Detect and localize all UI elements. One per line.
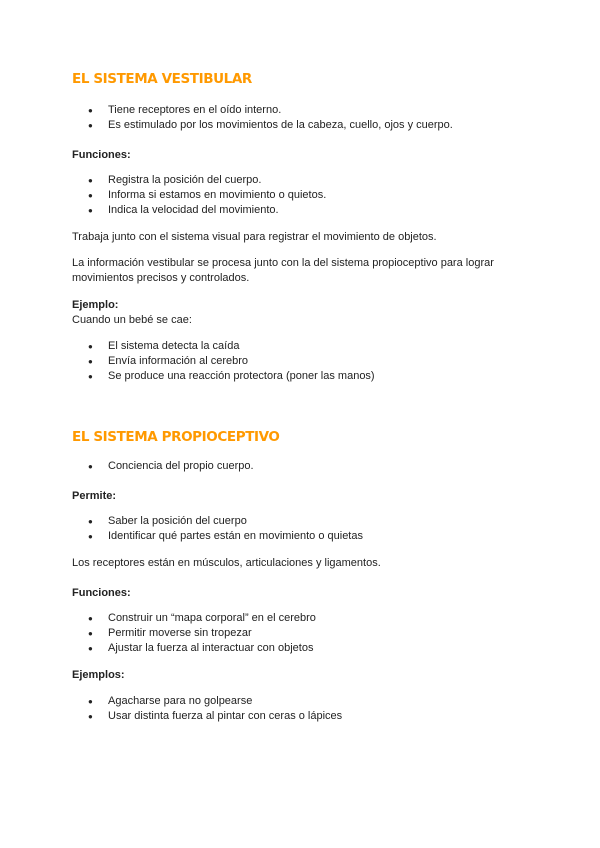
list-item: ● Se produce una reacción protectora (poner las manos) [72, 369, 375, 384]
list-item: ● Informa si estamos en movimiento o quietos. [72, 188, 326, 203]
ejemplo-label: Ejemplo: [72, 299, 119, 311]
section-title-vestibular: EL SISTEMA VESTIBULAR [72, 71, 252, 87]
list-item: ● Saber la posición del cuerpo [72, 514, 363, 529]
paragraph: Trabaja junto con el sistema visual para registrar el movimiento de objetos. [72, 231, 437, 243]
ejemplo-intro: Cuando un bebé se cae: [72, 314, 192, 326]
list-item: ● Construir un “mapa corporal” en el cerebro [72, 611, 316, 626]
funciones-label: Funciones: [72, 149, 131, 161]
list-item: ● Usar distinta fuerza al pintar con ceras o lápices [72, 709, 342, 724]
vestibular-funciones-list [72, 173, 326, 218]
propioceptivo-bullets [72, 459, 254, 474]
ejemplos-label: Ejemplos: [72, 669, 125, 681]
list-item: ● Indica la velocidad del movimiento. [72, 203, 326, 218]
paragraph: movimientos precisos y controlados. [72, 272, 250, 284]
permite-label: Permite: [72, 490, 117, 502]
paragraph: Los receptores están en músculos, articulaciones y ligamentos. [72, 557, 381, 569]
section-title-propioceptivo: EL SISTEMA PROPIOCEPTIVO [72, 429, 280, 445]
list-item: ● Identificar qué partes están en movimiento o quietas [72, 529, 363, 544]
list-item: ● Conciencia del propio cuerpo. [72, 459, 254, 474]
list-item: ● Permitir moverse sin tropezar [72, 626, 316, 641]
funciones-label: Funciones: [72, 587, 131, 599]
list-item: ● Agacharse para no golpearse [72, 694, 342, 709]
list-item: ● Es estimulado por los movimientos de la cabeza, cuello, ojos y cuerpo. [72, 118, 453, 133]
propioceptivo-ejemplos-list [72, 694, 342, 724]
list-item: ● Registra la posición del cuerpo. [72, 173, 326, 188]
vestibular-bullets [72, 103, 453, 133]
list-item: ● El sistema detecta la caída [72, 339, 375, 354]
vestibular-ejemplo-list [72, 339, 375, 384]
list-item: ● Ajustar la fuerza al interactuar con objetos [72, 641, 316, 656]
propioceptivo-funciones-list [72, 611, 316, 656]
propioceptivo-permite-list [72, 514, 363, 544]
list-item: ● Envía información al cerebro [72, 354, 375, 369]
paragraph: La información vestibular se procesa junto con la del sistema propioceptivo para lograr [72, 257, 494, 269]
list-item: ● Tiene receptores en el oído interno. [72, 103, 453, 118]
